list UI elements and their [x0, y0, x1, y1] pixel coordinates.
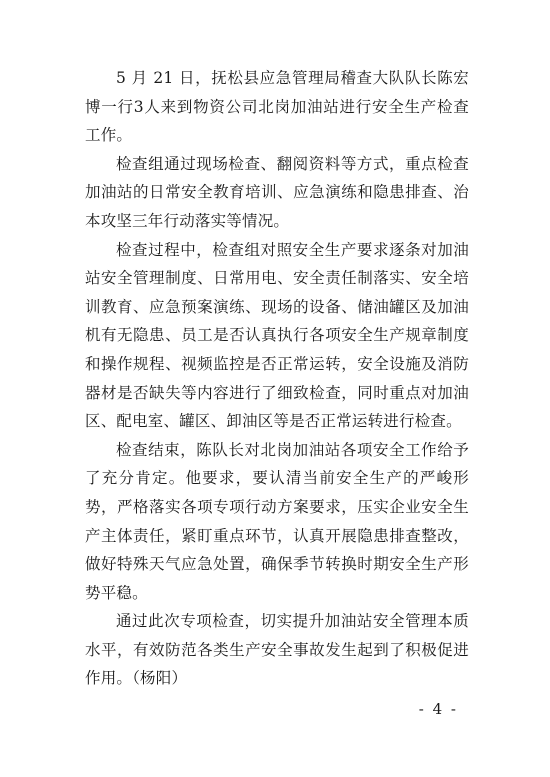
paragraph-inspection-methods: 检查组通过现场检查、翻阅资料等方式，重点检查加油站的日常安全教育培训、应急演练和隐患排查、治本攻坚三年行动落实等情况。: [85, 154, 469, 230]
page-number: - 4 -: [418, 700, 458, 718]
paragraph-inspection-process: 检查过程中，检查组对照安全生产要求逐条对加油站安全管理制度、日常用电、安全责任制落实、安全培训教育、应急预案演练、现场的设备、储油罐区及加油机有无隐患、员工是否认真执行各项安全生产规章制度和操作规程、视频监控是否正常运转，安全设施及消防器材是否缺失等内容进行了细致检查，同时重点对加油区、配电室、罐区、卸油区等是否正常运转进行检查。: [85, 240, 469, 431]
paragraph-inspection-visit: 5 月 21 日，抚松县应急管理局稽查大队队长陈宏博一行3人来到物资公司北岗加油站进行安全生产检查工作。: [85, 69, 469, 145]
document-body: [85, 64, 469, 693]
paragraph-inspection-conclusion: 检查结束，陈队长对北岗加油站各项安全工作给予了充分肯定。他要求，要认清当前安全生产的严峻形势，严格落实各项专项行动方案要求，压实企业安全生产主体责任，紧盯重点环节，认真开展隐患排查整改，做好特殊天气应急处置，确保季节转换时期安全生产形势平稳。: [85, 440, 469, 602]
paragraph-inspection-outcome: 通过此次专项检查，切实提升加油站安全管理本质水平，有效防范各类生产安全事故发生起到了积极促进作用。（杨阳）: [85, 612, 469, 688]
